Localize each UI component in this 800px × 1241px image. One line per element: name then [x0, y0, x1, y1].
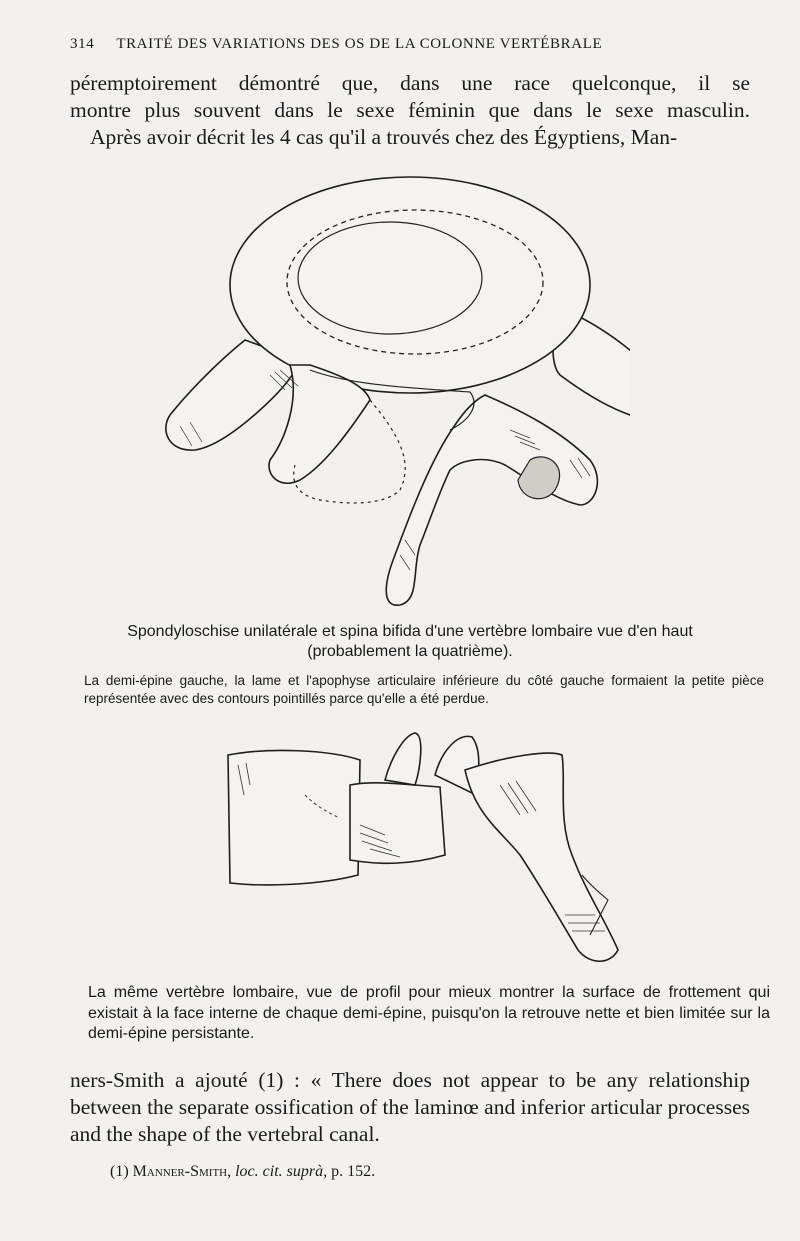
paragraph-1-line-1: péremptoirement démontré que, dans une race quelconque, il se	[70, 71, 750, 95]
running-title: TRAITÉ DES VARIATIONS DES OS DE LA COLONNE VERTÉBRALE	[116, 36, 603, 52]
footnote-reference: loc. cit. suprà,	[235, 1163, 328, 1180]
paragraph-1-line-3: Après avoir décrit les 4 cas qu'il a trouvés chez des Égyptiens, Man-	[90, 125, 678, 149]
vertebra-profile-illustration	[210, 725, 640, 975]
vertebra-top-view-illustration	[150, 160, 630, 620]
figure-1-caption: Spondyloschise unilatérale et spina bifida d'une vertèbre lombaire vue d'en haut (probablement la quatrième).	[127, 623, 693, 660]
footnote-author: Manner-Smith,	[132, 1163, 232, 1180]
footnote	[110, 1163, 750, 1181]
footnote-marker: (1)	[110, 1163, 129, 1180]
paragraph-2: ners-Smith a ajouté (1) : « There does not appear to be any relationship between the separate ossification of the laminœ and inferior articular processes and the shape of the vertebral canal.	[70, 1068, 750, 1146]
figure-1-note: La demi-épine gauche, la lame et l'apophyse articulaire inférieure du côté gauche formaient la petite pièce représentée avec des contours pointillés parce qu'elle a été perdue.	[84, 673, 764, 706]
running-header	[70, 36, 750, 53]
page-number: 314	[70, 36, 95, 52]
footnote-page: p. 152.	[331, 1163, 376, 1180]
paragraph-1	[70, 70, 750, 151]
figure-2-caption: La même vertèbre lombaire, vue de profil pour mieux montrer la surface de frottement qui existait à la face interne de chaque demi-épine, puisqu'on la retrouve nette et bien limitée sur la demi-épine persistante.	[88, 984, 770, 1042]
paragraph-1-line-2: montre plus souvent dans le sexe féminin que dans le sexe masculin.	[70, 98, 750, 122]
